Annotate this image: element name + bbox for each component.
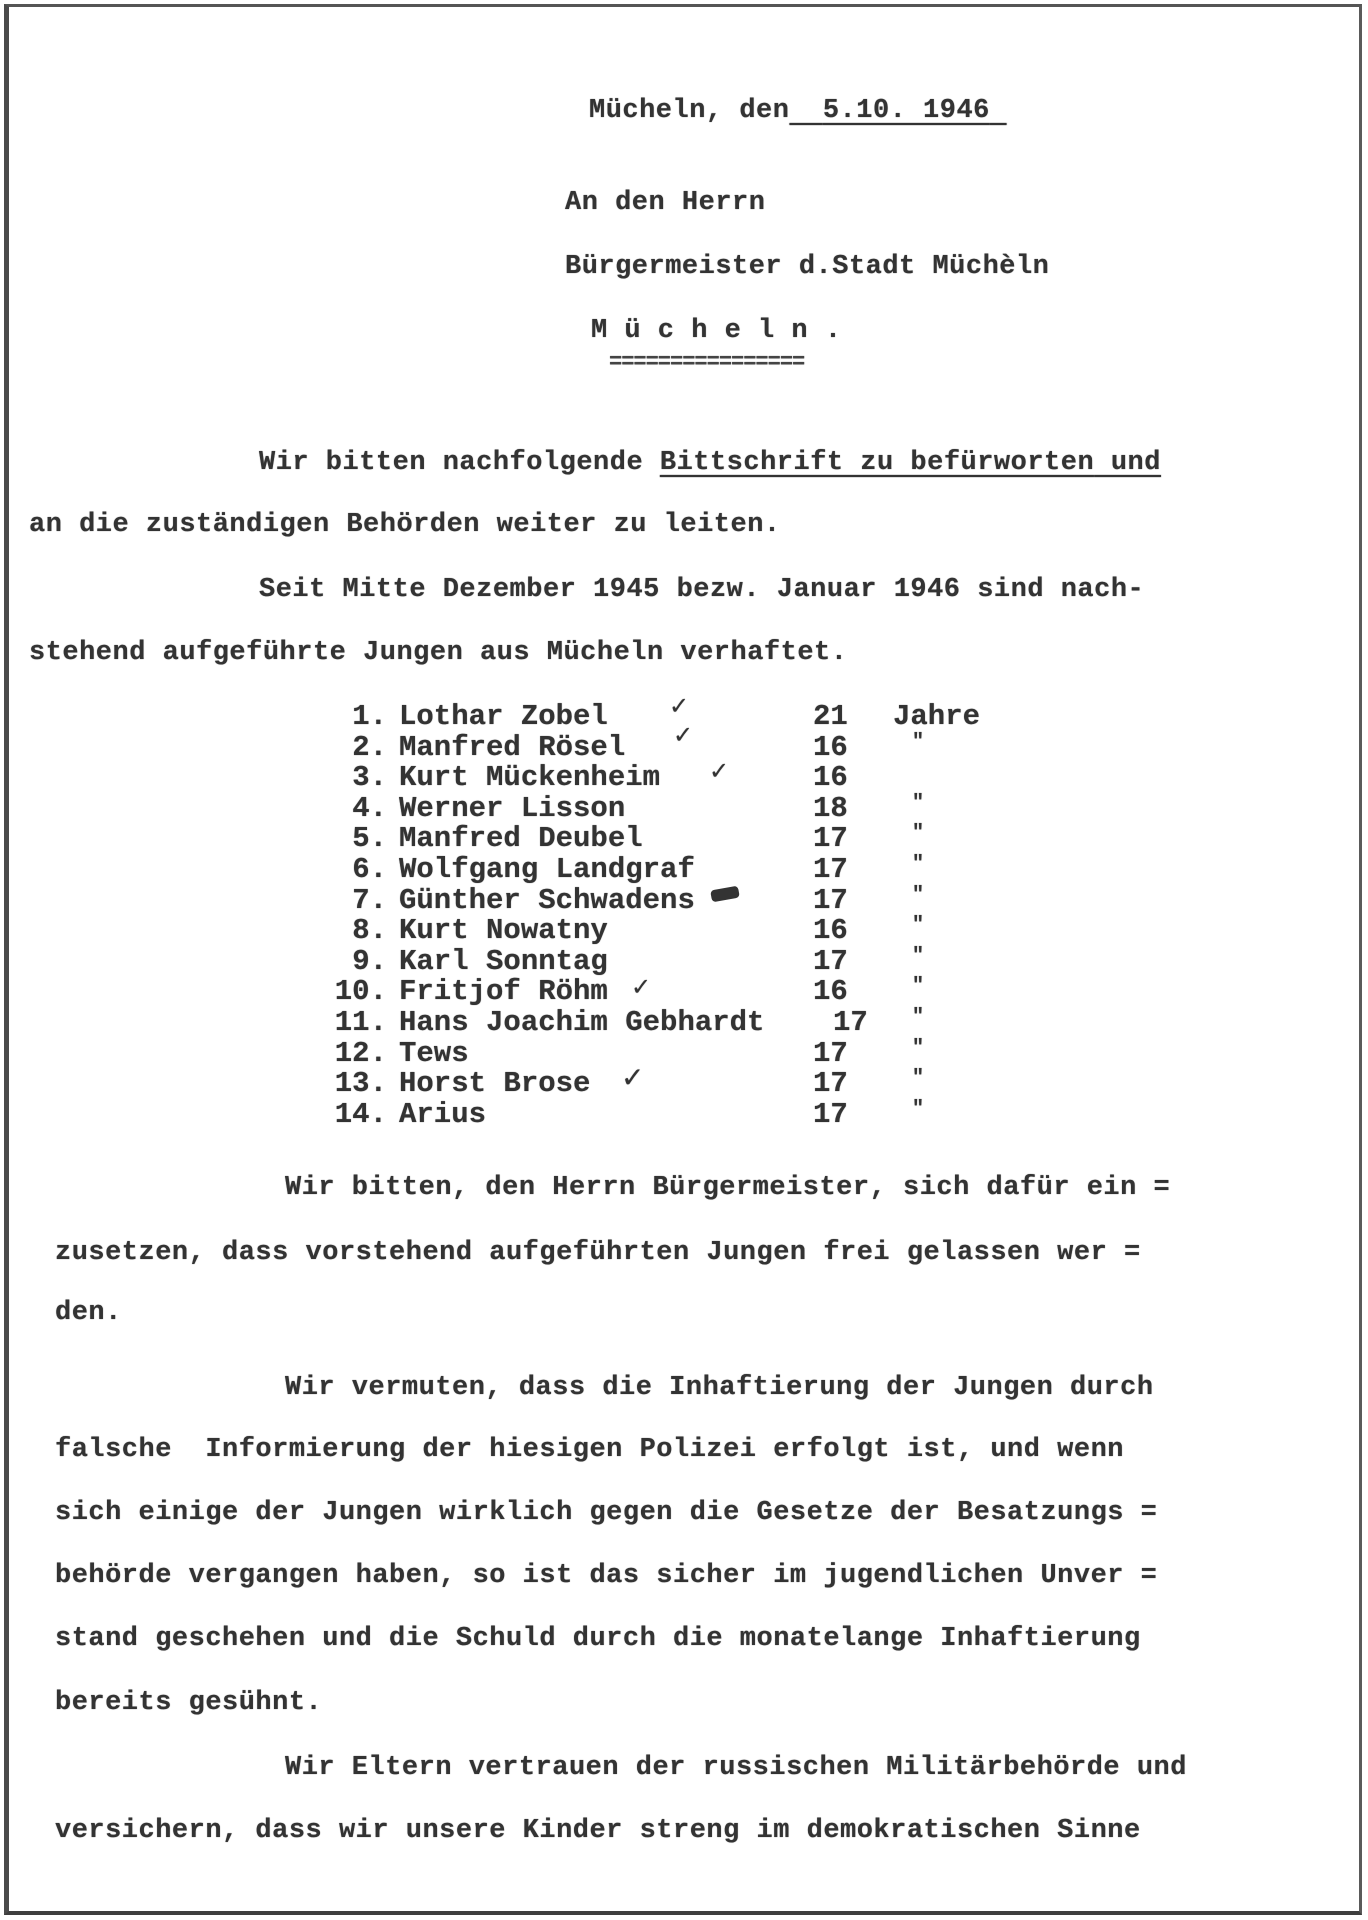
p1-text-b: und xyxy=(1094,448,1161,478)
paragraph-4-line-5: stand geschehen und die Schuld durch die monatelange Inhaftierung xyxy=(55,1624,1141,1654)
item-age: 17 xyxy=(813,852,848,886)
place-date xyxy=(589,95,1007,127)
item-name: Fritjof Röhm xyxy=(399,975,608,1009)
item-name: Arius xyxy=(399,1097,487,1131)
item-name: Kurt Nowatny xyxy=(399,914,608,948)
item-name: Horst Brose xyxy=(399,1067,591,1101)
item-age: 16 xyxy=(813,761,848,795)
item-age: 17 xyxy=(813,1036,848,1070)
item-age: 17 xyxy=(813,883,848,917)
item-name: Wolfgang Landgraf xyxy=(399,852,695,886)
item-number: 12. xyxy=(334,1036,387,1070)
ditto-mark: " xyxy=(912,852,925,876)
ditto-mark: " xyxy=(912,883,925,907)
item-name: Günther Schwadens xyxy=(399,883,695,917)
item-name: Karl Sonntag xyxy=(399,944,608,978)
item-name: Werner Lisson xyxy=(399,791,626,825)
item-age: 17 xyxy=(813,1067,848,1101)
item-number: 13. xyxy=(334,1067,387,1101)
item-name: Tews xyxy=(399,1036,469,1070)
check-mark-icon: ✓ xyxy=(631,973,652,1002)
paragraph-2-line-1: Seit Mitte Dezember 1945 bezw. Januar 1946 sind nach- xyxy=(259,575,1145,605)
ditto-mark: " xyxy=(912,791,925,815)
item-number: 8. xyxy=(352,914,387,948)
item-age: 17 xyxy=(813,944,848,978)
item-age: 16 xyxy=(813,730,848,764)
item-age: 17 xyxy=(813,822,848,856)
item-number: 1. xyxy=(352,700,387,733)
item-number: 2. xyxy=(352,730,387,764)
paragraph-3-line-3: den. xyxy=(55,1298,122,1328)
p1-underlined-text: Bittschrift zu befürworten xyxy=(659,448,1095,478)
item-age: 21 xyxy=(813,700,848,733)
ditto-mark: " xyxy=(912,1005,925,1029)
paragraph-4-line-6: bereits gesühnt. xyxy=(55,1688,323,1718)
item-number: 7. xyxy=(352,883,387,917)
recipient-underline: ================ xyxy=(609,350,805,375)
p1-text-a: Wir bitten nachfolgende xyxy=(259,448,660,478)
paragraph-5-line-2: versichern, dass wir unsere Kinder streng im demokratischen Sinne xyxy=(55,1816,1141,1846)
item-name: Manfred Deubel xyxy=(399,822,643,856)
item-name: Manfred Rösel xyxy=(399,730,626,764)
ditto-mark: " xyxy=(912,730,925,754)
paragraph-2-line-2: stehend aufgeführte Jungen aus Mücheln verhaftet. xyxy=(29,638,848,668)
date xyxy=(789,96,1006,126)
recipient-city: M ü c h e l n . xyxy=(591,316,842,346)
paragraph-1-line-1 xyxy=(259,447,1161,479)
paragraph-3-line-1: Wir bitten, den Herrn Bürgermeister, sich dafür ein = xyxy=(285,1173,1171,1203)
item-number: 11. xyxy=(334,1005,387,1039)
check-mark-icon: ✓ xyxy=(673,720,694,749)
ditto-mark: " xyxy=(912,822,925,846)
item-number: 5. xyxy=(352,822,387,856)
recipient-line-2: Bürgermeister d.Stadt Müchèln xyxy=(565,252,1050,282)
paragraph-1-line-2: an die zuständigen Behörden weiter zu leiten. xyxy=(29,510,781,540)
ditto-mark: " xyxy=(912,944,925,968)
item-number: 9. xyxy=(352,944,387,978)
ink-mark-icon xyxy=(710,885,740,902)
item-age: 17 xyxy=(833,1005,868,1039)
item-age: 17 xyxy=(813,1097,848,1131)
item-name: Lothar Zobel xyxy=(399,700,608,733)
paragraph-3-line-2: zusetzen, dass vorstehend aufgeführten Jungen frei gelassen wer = xyxy=(55,1238,1141,1268)
item-age: 16 xyxy=(813,914,848,948)
date-value: 5.10. 1946 xyxy=(822,96,990,126)
place-label: Mücheln, den xyxy=(589,96,790,126)
paragraph-4-line-2: falsche Informierung der hiesigen Polizei erfolgt ist, und wenn xyxy=(55,1435,1124,1465)
item-number: 14. xyxy=(334,1097,387,1131)
item-name: Hans Joachim Gebhardt xyxy=(399,1005,765,1039)
item-number: 10. xyxy=(334,975,387,1009)
item-number: 6. xyxy=(352,852,387,886)
paragraph-4-line-1: Wir vermuten, dass die Inhaftierung der Jungen durch xyxy=(285,1373,1154,1403)
ditto-mark: " xyxy=(912,975,925,999)
item-unit: Jahre xyxy=(893,700,981,733)
item-number: 4. xyxy=(352,791,387,825)
paragraph-4-line-4: behörde vergangen haben, so ist das sicher im jugendlichen Unver = xyxy=(55,1561,1158,1591)
check-mark-icon: ✓ xyxy=(669,692,690,720)
document-page xyxy=(4,4,1362,1915)
ditto-mark: " xyxy=(912,1067,925,1091)
paragraph-5-line-1: Wir Eltern vertrauen der russischen Militärbehörde und xyxy=(285,1753,1187,1783)
item-name: Kurt Mückenheim xyxy=(399,761,661,795)
paragraph-4-line-3: sich einige der Jungen wirklich gegen die Gesetze der Besatzungs = xyxy=(55,1498,1158,1528)
item-age: 16 xyxy=(813,975,848,1009)
item-number: 3. xyxy=(352,761,387,795)
check-mark-icon: ✓ xyxy=(709,757,730,786)
ditto-mark: " xyxy=(912,1097,925,1121)
recipient-line-1: An den Herrn xyxy=(565,188,766,218)
check-mark-icon: ✓ xyxy=(621,1061,645,1095)
item-age: 18 xyxy=(813,791,848,825)
ditto-mark: " xyxy=(912,1036,925,1060)
ditto-mark: " xyxy=(912,914,925,938)
